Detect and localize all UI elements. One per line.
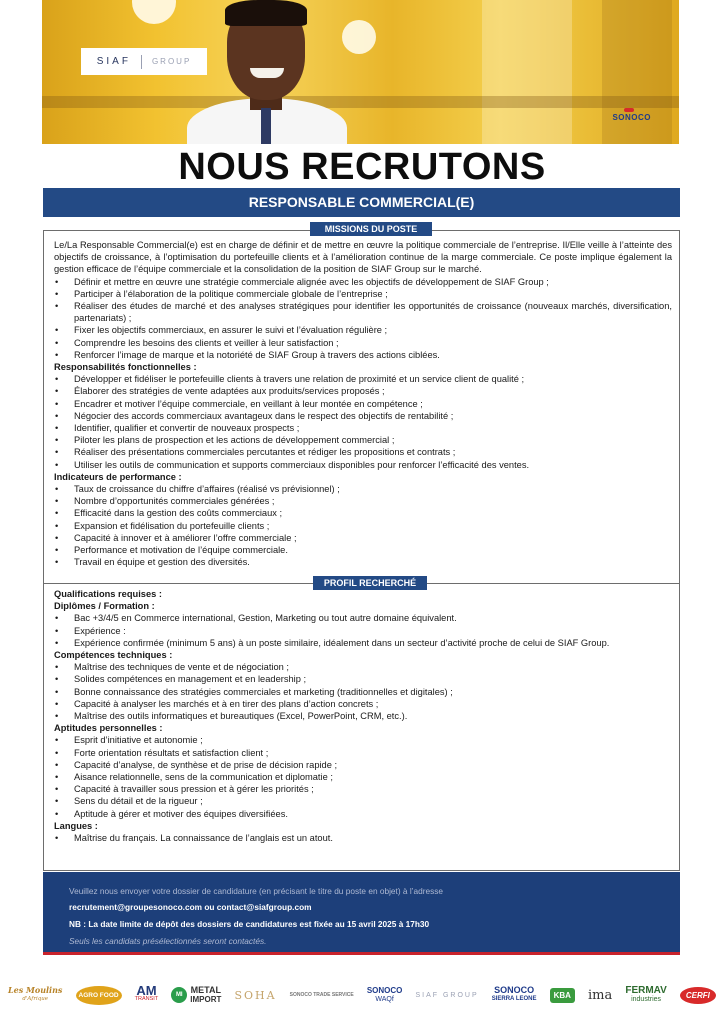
list-item: • Maîtrise des outils informatiques et bureautiques (Excel, PowerPoint, CRM, etc.). xyxy=(54,710,672,722)
kba-logo: KBA xyxy=(550,988,575,1003)
list-item: • Performance et motivation de l’équipe commerciale. xyxy=(54,544,672,556)
apt-heading: Aptitudes personnelles : xyxy=(54,723,163,734)
list-item: • Aisance relationnelle, sens de la communication et diplomatie ; xyxy=(54,771,672,783)
list-item: • Solides compétences en management et en leadership ; xyxy=(54,673,672,685)
page-headline: NOUS RECRUTONS xyxy=(178,146,546,188)
sonoco-waqf-logo: SONOCO WAQf xyxy=(366,986,403,1003)
profil-label: PROFIL RECHERCHÉ xyxy=(313,576,427,590)
lang-list xyxy=(54,832,672,844)
list-item: • Comprendre les besoins des clients et veiller à leur satisfaction ; xyxy=(54,337,672,349)
missions-intro: Le/La Responsable Commercial(e) est en charge de définir et de mettre en œuvre la politique commerciale de l’entreprise. Il/Elle veille à l’atteinte des objectifs de croissance, à l’optimisation du portefeuille clients et à l’amélioration continue de la marge commerciale. Ce poste implique également la gestion efficace de l’équipe commerciale et la consolidation de la position de SIAF Group sur le marché. xyxy=(54,240,672,275)
footer-instruction: Veuillez nous envoyer votre dossier de candidature (en précisant le titre du poste en objet) à l’adresse xyxy=(69,886,444,896)
missions-list xyxy=(54,276,672,361)
moulins-logo: Les Moulins d'Afrique xyxy=(8,985,63,1002)
list-item: • Nombre d’opportunités commerciales générées ; xyxy=(54,495,672,507)
perf-list xyxy=(54,483,672,568)
tech-heading: Compétences techniques : xyxy=(54,650,173,661)
list-item: • Utiliser les outils de communication et supports commerciaux disponibles pour renforcer l’efficacité des ventes. xyxy=(54,459,672,471)
footer-note: Seuls les candidats présélectionnés seront contactés. xyxy=(69,936,267,946)
list-item: • Sens du détail et de la rigueur ; xyxy=(54,795,672,807)
list-item: • Taux de croissance du chiffre d’affaires (réalisé vs prévisionnel) ; xyxy=(54,483,672,495)
dipl-heading: Diplômes / Formation : xyxy=(54,601,155,612)
list-item: • Développer et fidéliser le portefeuille clients à travers une relation de proximité et un service client de qualité ; xyxy=(54,373,672,385)
list-item: • Définir et mettre en œuvre une stratégie commerciale alignée avec les objectifs de développement de SIAF Group ; xyxy=(54,276,672,288)
cerfi-logo: CERFI xyxy=(680,987,716,1004)
list-item: • Aptitude à gérer et motiver des équipes diversifiées. xyxy=(54,808,672,820)
list-item: • Réaliser des études de marché et des analyses stratégiques pour identifier les opportunités de croissance (nouveaux marchés, diversification, partenariats) ; xyxy=(54,300,672,324)
application-footer xyxy=(43,872,680,952)
list-item: • Expérience : xyxy=(54,625,672,637)
list-item: • Réaliser des présentations commerciales percutantes et rédiger les propositions et contrats ; xyxy=(54,446,672,458)
job-title-banner: RESPONSABLE COMMERCIAL(E) xyxy=(43,188,680,217)
metal-import-logo: MI METAL IMPORT xyxy=(171,986,221,1004)
missions-label: MISSIONS DU POSTE xyxy=(310,222,432,236)
list-item: • Efficacité dans la gestion des coûts commerciaux ; xyxy=(54,507,672,519)
ima-logo: ima xyxy=(588,987,613,1003)
list-item: • Participer à l’élaboration de la politique commerciale globale de l’entreprise ; xyxy=(54,288,672,300)
fermav-logo: FERMAV industries xyxy=(625,985,667,1003)
am-transit-logo: AM TRANSIT xyxy=(134,983,159,1002)
siaf-brand-sub: GROUP xyxy=(151,57,192,66)
dipl-list xyxy=(54,612,672,649)
list-item: • Négocier des accords commerciaux avantageux dans le respect des objectifs de rentabilité ; xyxy=(54,410,672,422)
list-item: • Esprit d’initiative et autonomie ; xyxy=(54,734,672,746)
list-item: • Expansion et fidélisation du portefeuille clients ; xyxy=(54,520,672,532)
footer-emails[interactable]: recrutement@groupesonoco.com ou contact@siafgroup.com xyxy=(69,902,312,912)
siaf-group-logo: SIAF GROUP xyxy=(415,991,479,999)
resp-heading: Responsabilités fonctionnelles : xyxy=(54,362,197,373)
siaf-brand: SIAF xyxy=(96,56,131,67)
resp-list xyxy=(54,373,672,471)
footer-red-stripe xyxy=(43,952,680,955)
list-item: • Forte orientation résultats et satisfaction client ; xyxy=(54,747,672,759)
list-item: • Bac +3/4/5 en Commerce international, Gestion, Marketing ou tout autre domaine équivalent. xyxy=(54,612,672,624)
qual-heading: Qualifications requises : xyxy=(54,589,162,599)
footer-deadline: NB : La date limite de dépôt des dossiers de candidatures est fixée au 15 avril 2025 à 17h30 xyxy=(69,919,430,929)
profil-section xyxy=(54,588,672,844)
perf-heading: Indicateurs de performance : xyxy=(54,471,182,482)
partner-logos-row xyxy=(8,978,716,1012)
lang-heading: Langues : xyxy=(54,820,98,831)
list-item: • Capacité à innover et à améliorer l’offre commerciale ; xyxy=(54,532,672,544)
sonoco-corner-logo: SONOCO xyxy=(612,113,651,122)
sonoco-trade-service-logo: SONOCO TRADE SERVICE xyxy=(289,991,354,998)
list-item: • Maîtrise du français. La connaissance de l’anglais est un atout. xyxy=(54,832,672,844)
apt-list xyxy=(54,734,672,819)
list-item: • Maîtrise des techniques de vente et de négociation ; xyxy=(54,661,672,673)
soha-logo: SOHA xyxy=(234,988,277,1002)
sonoco-sierra-leone-logo: SONOCO SIERRA LEONE xyxy=(491,985,537,1002)
list-item: • Travail en équipe et gestion des diversités. xyxy=(54,556,672,568)
siaf-group-badge xyxy=(81,48,207,75)
list-item: • Identifier, qualifier et convertir de nouveaux prospects ; xyxy=(54,422,672,434)
list-item: • Encadrer et motiver l’équipe commerciale, en veillant à leur montée en compétence ; xyxy=(54,398,672,410)
agro-food-logo: AGRO FOOD xyxy=(76,986,122,1005)
missions-section xyxy=(54,239,672,568)
hero-photo xyxy=(42,0,679,144)
list-item: • Capacité à analyser les marchés et à en tirer des plans d’action concrets ; xyxy=(54,698,672,710)
list-item: • Fixer les objectifs commerciaux, en assurer le suivi et l’évaluation régulière ; xyxy=(54,324,672,336)
list-item: • Bonne connaissance des stratégies commerciales et marketing (traditionnelles et digitales) ; xyxy=(54,686,672,698)
list-item: • Capacité d’analyse, de synthèse et de prise de décision rapide ; xyxy=(54,759,672,771)
list-item: • Piloter les plans de prospection et les actions de développement commercial ; xyxy=(54,434,672,446)
list-item: • Élaborer des stratégies de vente adaptées aux produits/services proposés ; xyxy=(54,385,672,397)
list-item: • Capacité à travailler sous pression et à gérer les priorités ; xyxy=(54,783,672,795)
tech-list xyxy=(54,661,672,722)
list-item: • Expérience confirmée (minimum 5 ans) à un poste similaire, idéalement dans un secteur d’activité proche de celui de SIAF Group. xyxy=(54,637,672,649)
list-item: • Renforcer l’image de marque et la notoriété de SIAF Group à travers des actions ciblées. xyxy=(54,349,672,361)
